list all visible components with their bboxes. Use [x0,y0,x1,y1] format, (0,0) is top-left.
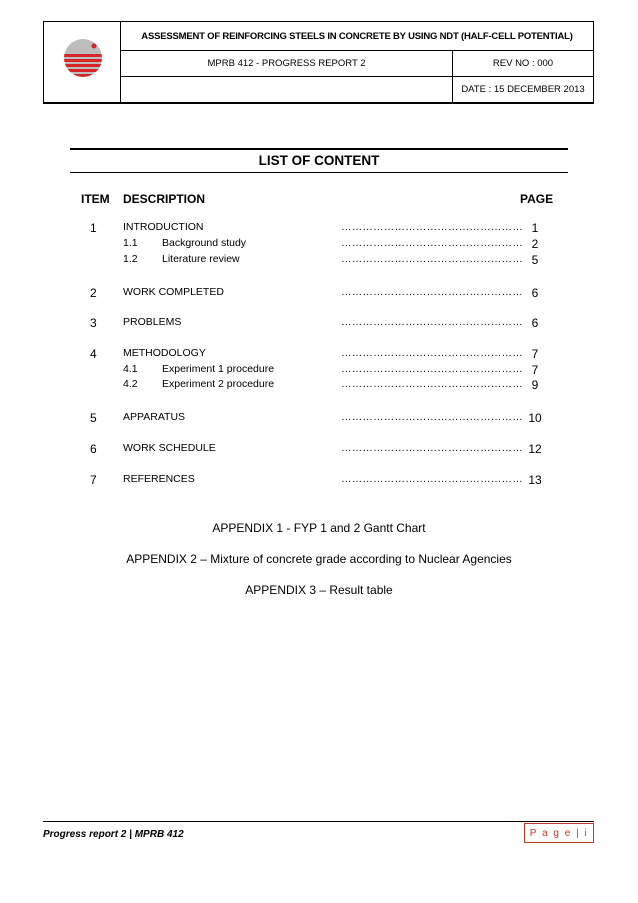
toc-item-description: WORK COMPLETED [123,286,224,298]
header-report: MPRB 412 - PROGRESS REPORT 2 [121,51,453,76]
appendix-3: APPENDIX 3 – Result table [245,583,393,597]
toc-subitem-page: 2 [531,237,539,251]
toc-item-page: 6 [531,316,539,330]
header-row-2 [121,51,593,77]
appendix-2: APPENDIX 2 – Mixture of concrete grade according to Nuclear Agencies [126,552,512,566]
toc-subitem-description: Literature review [162,253,240,265]
col-page-heading: PAGE [520,192,554,206]
toc-item-description: METHODOLOGY [123,347,206,359]
toc-item-description: PROBLEMS [123,316,182,328]
toc-subitem-page: 7 [531,363,539,377]
title-rule-bottom [70,172,568,173]
header-empty-cell [121,77,453,102]
title-rule-top [70,148,568,150]
header-row-3 [121,77,593,102]
toc-leader-dots: …………………………………………… [341,347,523,359]
toc-leader-dots: …………………………………………… [341,286,523,298]
document-header [43,21,594,104]
toc-subitem-description: Experiment 2 procedure [162,378,275,390]
footer-label: Progress report 2 | MPRB 412 [43,829,184,840]
institution-logo [63,38,103,78]
page-number-box: P a g e | i [524,823,594,843]
toc-item-number: 7 [90,473,97,487]
toc-leader-dots: …………………………………………… [341,378,523,390]
toc-item-number: 2 [90,286,97,300]
toc-subitem-number: 1.1 [123,237,138,249]
toc-subitem-number: 1.2 [123,253,138,265]
toc-subitem-page: 9 [531,378,539,392]
toc-subitem-description: Background study [162,237,247,249]
toc-item-number: 5 [90,411,97,425]
col-description-heading: DESCRIPTION [123,192,206,206]
toc-subitem-number: 4.1 [123,363,138,375]
toc-item-page: 1 [531,221,539,235]
toc-item-description: INTRODUCTION [123,221,204,233]
toc-leader-dots: …………………………………………… [341,473,523,485]
footer-rule [43,821,594,822]
toc-item-number: 3 [90,316,97,330]
toc-leader-dots: …………………………………………… [341,221,523,233]
toc-item-number: 4 [90,347,97,361]
header-title: ASSESSMENT OF REINFORCING STEELS IN CONCRETE BY USING NDT (HALF-CELL POTENTIAL) [121,22,593,51]
toc-item-page: 7 [531,347,539,361]
header-rev: REV NO : 000 [492,58,554,69]
toc-subitem-page: 5 [531,253,539,267]
toc-leader-dots: …………………………………………… [341,237,523,249]
toc-item-number: 1 [90,221,97,235]
toc-item-page: 13 [528,473,542,487]
col-item-heading: ITEM [81,192,110,206]
logo-cell [44,22,121,102]
toc-item-number: 6 [90,442,97,456]
toc-item-page: 6 [531,286,539,300]
toc-leader-dots: …………………………………………… [341,316,523,328]
toc-leader-dots: …………………………………………… [341,363,523,375]
toc-item-page: 12 [528,442,542,456]
page-title: LIST OF CONTENT [258,153,380,168]
appendix-1: APPENDIX 1 - FYP 1 and 2 Gantt Chart [212,521,426,535]
toc-item-page: 10 [528,411,542,425]
toc-subitem-number: 4.2 [123,378,138,390]
toc-leader-dots: …………………………………………… [341,253,523,265]
toc-item-description: REFERENCES [123,473,195,485]
toc-item-description: WORK SCHEDULE [123,442,216,454]
toc-subitem-description: Experiment 1 procedure [162,363,275,375]
header-date: DATE : 15 DECEMBER 2013 [461,84,585,95]
toc-item-description: APPARATUS [123,411,186,423]
toc-leader-dots: …………………………………………… [341,411,523,423]
toc-leader-dots: …………………………………………… [341,442,523,454]
